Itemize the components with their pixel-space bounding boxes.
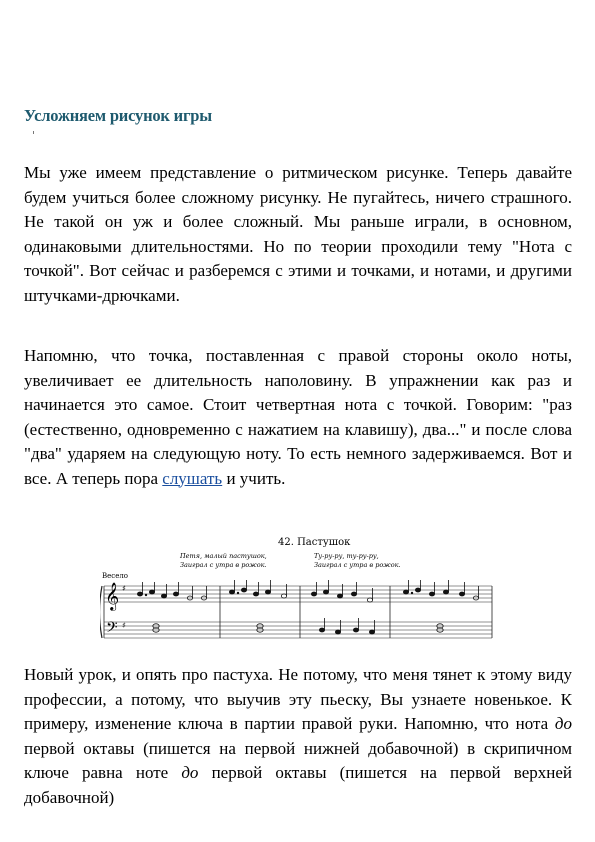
treble-clef-icon: 𝄞	[105, 582, 120, 610]
paragraph-intro: Мы уже имеем представление о ритмическом рисунке. Теперь давайте будем учиться более сложному рисунку. Не пугайтесь, ничего страшного. Не такой он уж и более сложный. Мы раньше играли, в основном, одинаковыми длительностями. Но по теории проходили тему "Нота с точкой". Вот сейчас и разберемся с этими и точками, и нотами, и другими штучками-дрючками.	[24, 163, 572, 305]
note-name-do: до	[181, 763, 199, 782]
tempo-marking: Весело	[102, 572, 129, 580]
treble-notes	[137, 580, 478, 602]
lyrics-right-line2: Заиграл с утра в рожок.	[314, 561, 401, 569]
sharp-icon: ♯	[122, 584, 126, 593]
bass-clef-icon: 𝄢	[106, 619, 118, 640]
lyrics-right-line1: Ту-ру-ру, ту-ру-ру,	[314, 552, 379, 560]
paragraph-clef-change	[24, 663, 572, 810]
bass-staff	[104, 622, 492, 638]
paragraph-dotted-note	[24, 344, 572, 491]
listen-link[interactable]: слушать	[162, 468, 223, 488]
paragraph-clef-change-text3: первой октавы (пишется на первой верхней добавочной)	[24, 763, 572, 807]
paragraph-clef-change-text2: первой октавы (пишется на первой нижней добавочной) в скрипичном ключе равна ноте	[24, 738, 572, 782]
lyrics-left-line1: Петя, малый пастушок,	[180, 552, 267, 560]
paragraph-dotted-note-text: Напомню, что точка, поставленная с правой стороны около ноты, увеличивает ее длительность наполовину. В упражнении как раз и начинается это самое. Стоит четвертная нота с точкой. Говорим: "раз (естественно, одновременно с нажатием на клавишу), два..." и после слова "два" ударяем на следующую ноту. То есть немного задерживаемся. Вот и все. А теперь пора	[24, 346, 572, 488]
sharp-icon: ♯	[122, 621, 126, 630]
stray-mark	[33, 131, 34, 134]
note-name-do: до	[554, 714, 572, 733]
system-brace	[100, 586, 102, 638]
music-title: 42. Пастушок	[278, 537, 351, 548]
section-heading: Усложняем рисунок игры	[24, 106, 212, 125]
paragraph-clef-change-text: Новый урок, и опять про пастуха. Не потому, что меня тянет к этому виду профессии, а потому, что выучив эту пьеску, Вы узнаете новенькое. К примеру, изменение ключа в партии правой руки. Напомню, что нота	[24, 665, 572, 733]
paragraph-dotted-note-tail: и учить.	[226, 468, 286, 488]
lyrics-left-line2: Заиграл с утра в рожок.	[180, 561, 267, 569]
sheet-music-excerpt	[100, 534, 500, 648]
